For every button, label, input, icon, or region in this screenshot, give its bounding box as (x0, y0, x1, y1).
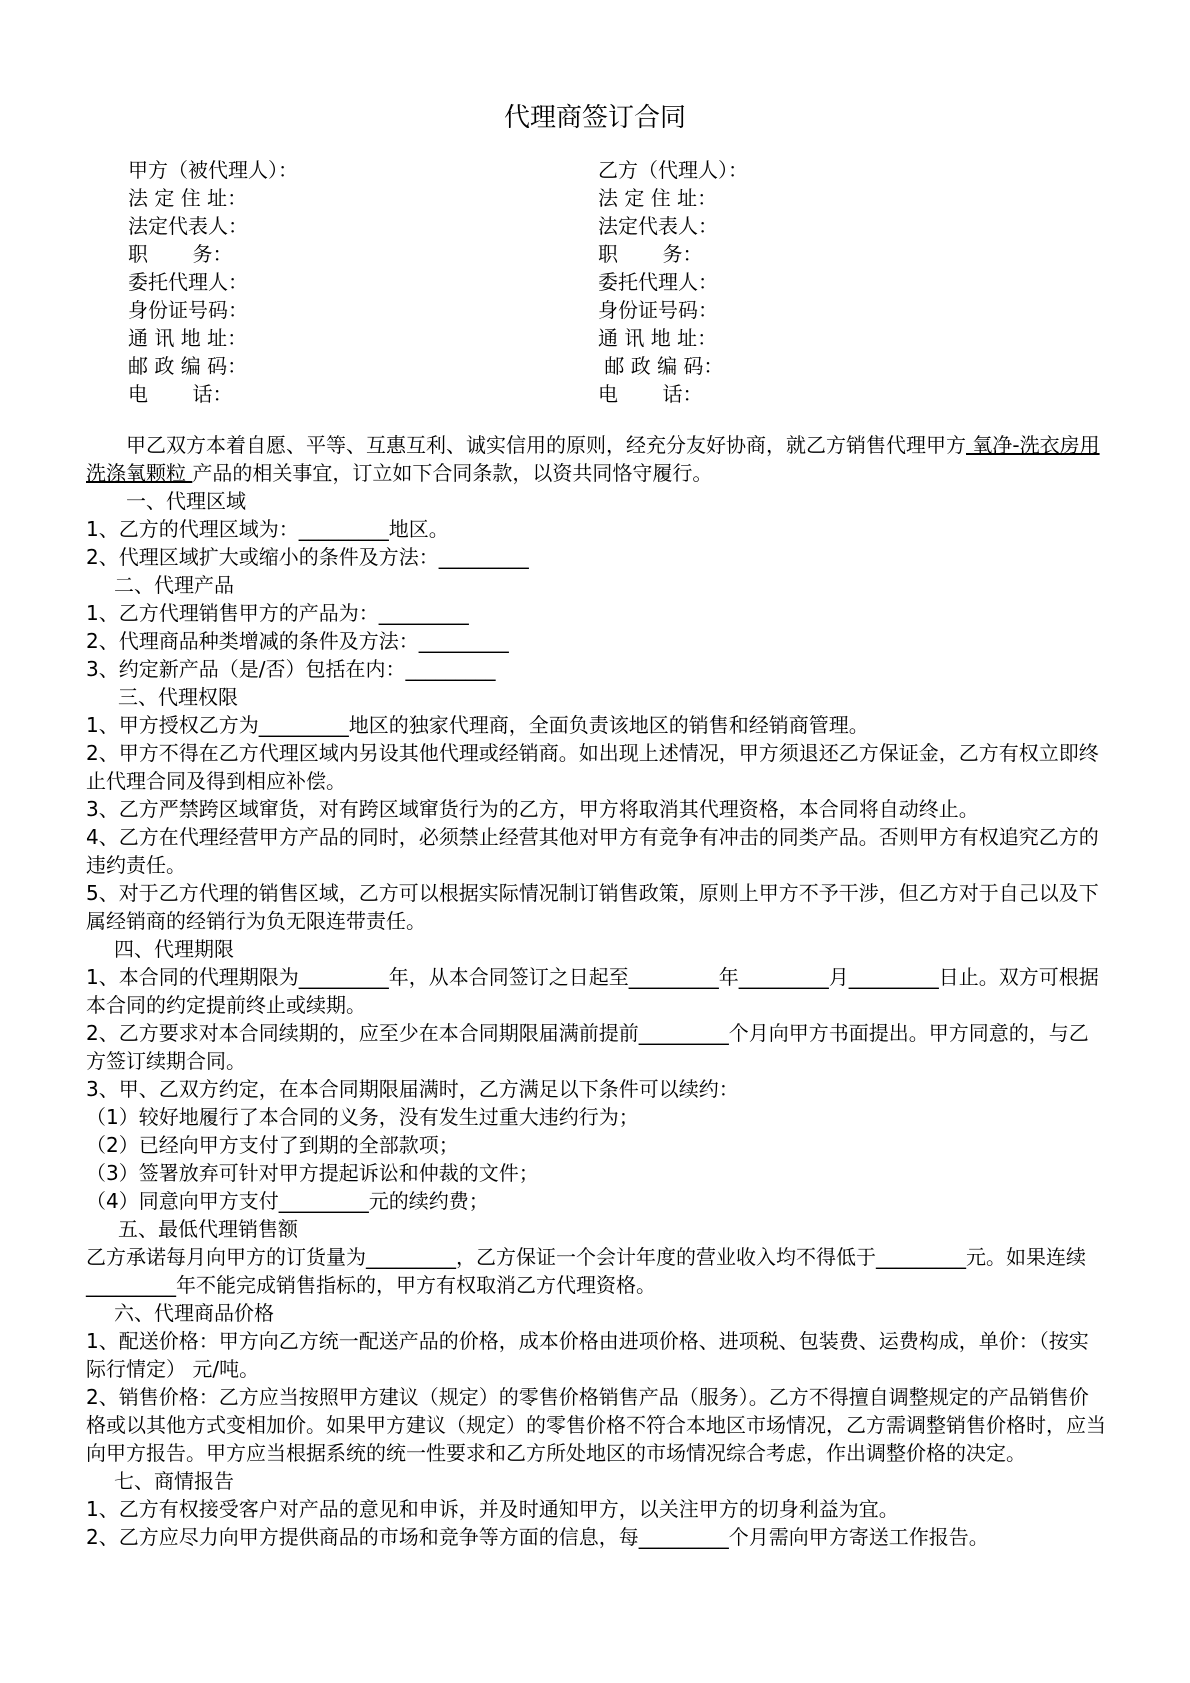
party-a-representative-line: 法定代表人： (128, 214, 248, 238)
contract-body (86, 431, 1106, 1551)
party-b-agent-line: 委托代理人： (598, 270, 718, 294)
section-heading: 五、最低代理销售额 (118, 1217, 298, 1241)
party-b-id-line: 身份证号码： (598, 298, 718, 322)
clause-item: 2、销售价格：乙方应当按照甲方建议（规定）的零售价格销售产品（服务）。乙方不得擅自调整规定的产品销售价格或以其他方式变相加价。如果甲方建议（规定）的零售价格不符合本地区市场情况，乙方需调整销售价格时，应当向甲方报告。甲方应当根据系统的统一性要求和乙方所处地区的市场情况综合考虑，作出调整价格的决定。 (86, 1385, 1106, 1465)
party-a-address-line: 法 定 住 址： (128, 186, 248, 210)
clause-item: 3、甲、乙双方约定，在本合同期限届满时，乙方满足以下条件可以续约： (86, 1077, 739, 1101)
party-b-phone-line: 电 话： (598, 382, 703, 406)
party-b-address-line: 法 定 住 址： (598, 186, 718, 210)
section-heading: 七、商情报告 (114, 1469, 234, 1493)
clause-item: （1）较好地履行了本合同的义务，没有发生过重大违约行为； (86, 1105, 639, 1129)
clause-item: 2、甲方不得在乙方代理区域内另设其他代理或经销商。如出现上述情况，甲方须退还乙方保证金，乙方有权立即终止代理合同及得到相应补偿。 (86, 741, 1099, 793)
clause-item: 2、乙方应尽力向甲方提供商品的市场和竞争等方面的信息，每_________个月需向甲方寄送工作报告。 (86, 1525, 989, 1549)
clause-item: 3、乙方严禁跨区域窜货，对有跨区域窜货行为的乙方，甲方将取消其代理资格，本合同将自动终止。 (86, 797, 979, 821)
party-b-postcode-line: 邮 政 编 码： (598, 354, 724, 378)
clauses (86, 487, 1106, 1551)
clause-item: 2、代理商品种类增减的条件及方法：_________ (86, 629, 509, 653)
party-a-phone-line: 电 话： (128, 382, 233, 406)
intro-text-before: 甲乙双方本着自愿、平等、互惠互利、诚实信用的原则，经充分友好协商，就乙方销售代理甲方 (126, 433, 966, 457)
party-b-position-line: 职 务： (598, 242, 703, 266)
section-heading: 四、代理期限 (114, 937, 234, 961)
product-name: 氧净-洗衣房用洗涤氧颗粒 (86, 433, 1100, 485)
clause-item: （2）已经向甲方支付了到期的全部款项； (86, 1133, 459, 1157)
party-b-mail-address-line: 通 讯 地 址： (598, 326, 718, 350)
clause-item: 2、乙方要求对本合同续期的，应至少在本合同期限届满前提前_________个月向甲方书面提出。甲方同意的，与乙方签订续期合同。 (86, 1021, 1089, 1073)
clause-item: 4、乙方在代理经营甲方产品的同时，必须禁止经营其他对甲方有竞争有冲击的同类产品。否则甲方有权追究乙方的违约责任。 (86, 825, 1099, 877)
party-a-mail-address-line: 通 讯 地 址： (128, 326, 248, 350)
section-heading: 一、代理区域 (126, 489, 246, 513)
clause-item: 乙方承诺每月向甲方的订货量为_________，乙方保证一个会计年度的营业收入均不得低于_________元。如果连续_________年不能完成销售指标的，甲方有权取消乙方代理资格。 (86, 1245, 1086, 1297)
party-a-id-line: 身份证号码： (128, 298, 248, 322)
document-title: 代理商签订合同 (503, 103, 686, 133)
clause-item: 1、乙方的代理区域为：_________地区。 (86, 517, 449, 541)
section-heading: 六、代理商品价格 (114, 1301, 274, 1325)
clause-item: （3）签署放弃可针对甲方提起诉讼和仲裁的文件； (86, 1161, 539, 1185)
intro-paragraph (86, 431, 1106, 487)
party-a-postcode-line: 邮 政 编 码： (128, 354, 248, 378)
clause-item: （4）同意向甲方支付_________元的续约费； (86, 1189, 489, 1213)
clause-item: 1、本合同的代理期限为_________年，从本合同签订之日起至_________年_________月_________日止。双方可根据本合同的约定提前终止或续期。 (86, 965, 1099, 1017)
clause-item: 1、乙方代理销售甲方的产品为：_________ (86, 601, 469, 625)
clause-item: 2、代理区域扩大或缩小的条件及方法：_________ (86, 545, 529, 569)
party-a-agent-line: 委托代理人： (128, 270, 248, 294)
clause-item: 1、配送价格：甲方向乙方统一配送产品的价格，成本价格由进项价格、进项税、包装费、运费构成，单价：（按实际行情定） 元/吨。 (86, 1329, 1089, 1381)
party-b-name-line: 乙方（代理人）： (598, 158, 748, 182)
party-b-block (598, 156, 748, 408)
clause-item: 1、乙方有权接受客户对产品的意见和申诉，并及时通知甲方，以关注甲方的切身利益为宜。 (86, 1497, 899, 1521)
party-a-block (128, 156, 298, 408)
intro-text-after: 产品的相关事宜，订立如下合同条款，以资共同恪守履行。 (192, 461, 713, 485)
clause-item: 5、对于乙方代理的销售区域，乙方可以根据实际情况制订销售政策，原则上甲方不予干涉，但乙方对于自己以及下属经销商的经销行为负无限连带责任。 (86, 881, 1099, 933)
party-a-position-line: 职 务： (128, 242, 233, 266)
section-heading: 二、代理产品 (114, 573, 234, 597)
section-heading: 三、代理权限 (118, 685, 238, 709)
party-b-representative-line: 法定代表人： (598, 214, 718, 238)
party-a-name-line: 甲方（被代理人）： (128, 158, 298, 182)
clause-item: 1、甲方授权乙方为_________地区的独家代理商，全面负责该地区的销售和经销商管理。 (86, 713, 869, 737)
clause-item: 3、约定新产品（是/否）包括在内：_________ (86, 657, 496, 681)
